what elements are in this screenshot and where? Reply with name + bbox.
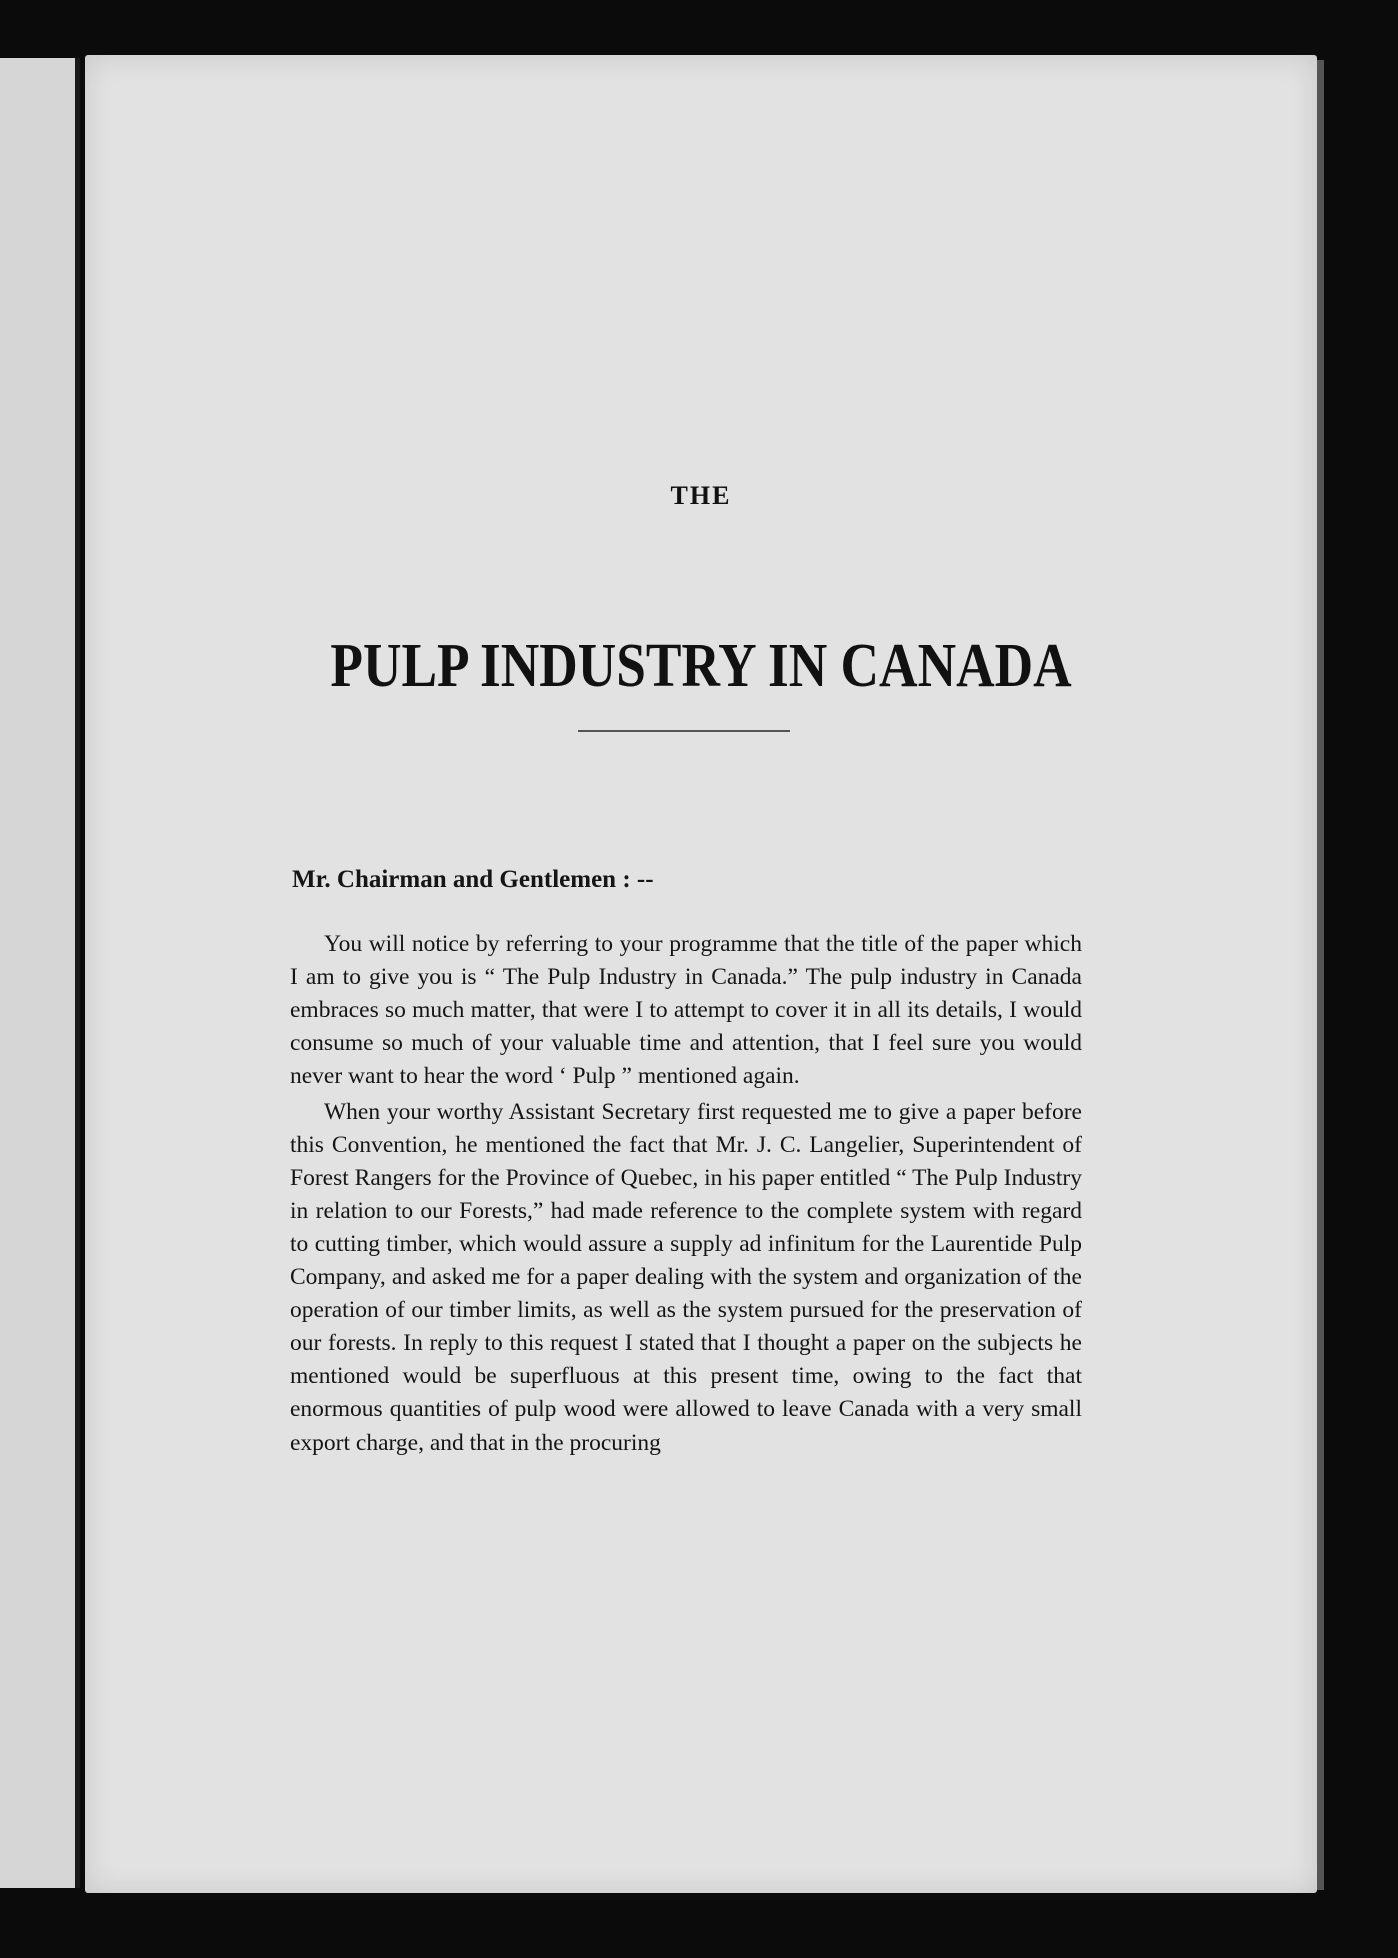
title-divider	[578, 730, 790, 732]
paragraph-1: You will notice by referring to your programme that the title of the paper which I am to give you is “ The Pulp Industry in Canada.” The pulp industry in Canada embraces so much matter, that were I to attempt to cover it in all its details, I would consume so much of your valuable time and attention, that I feel sure you would never want to hear the word ‘ Pulp ” mentioned again.	[290, 931, 1082, 1090]
document-page	[85, 55, 1317, 1893]
body-text	[290, 863, 1082, 1460]
paragraph-2: When your worthy Assistant Secretary first requested me to give a paper before this Convention, he mentioned the fact that Mr. J. C. Langelier, Superintendent of Forest Rangers for the Province of Quebec, in his paper entitled “ The Pulp Industry in relation to our Forests,” had made reference to the complete system with regard to cutting timber, which would assure a supply ad infinitum for the Laurentide Pulp Company, and asked me for a paper dealing with the system and organization of the operation of our timber limits, as well as the system pursued for the preservation of our forests. In reply to this request I stated that I thought a paper on the subjects he mentioned would be superfluous at this present time, owing to the fact that enormous quantities of pulp wood were allowed to leave Canada with a very small export charge, and that in the procuring	[290, 1098, 1082, 1456]
salutation: Mr. Chairman and Gentlemen : --	[292, 866, 654, 893]
document-title: PULP INDUSTRY IN CANADA	[330, 632, 1072, 700]
title-kicker: THE	[670, 481, 732, 510]
facing-page-edge	[0, 58, 80, 1888]
page-edge-shadow	[1316, 60, 1324, 1890]
